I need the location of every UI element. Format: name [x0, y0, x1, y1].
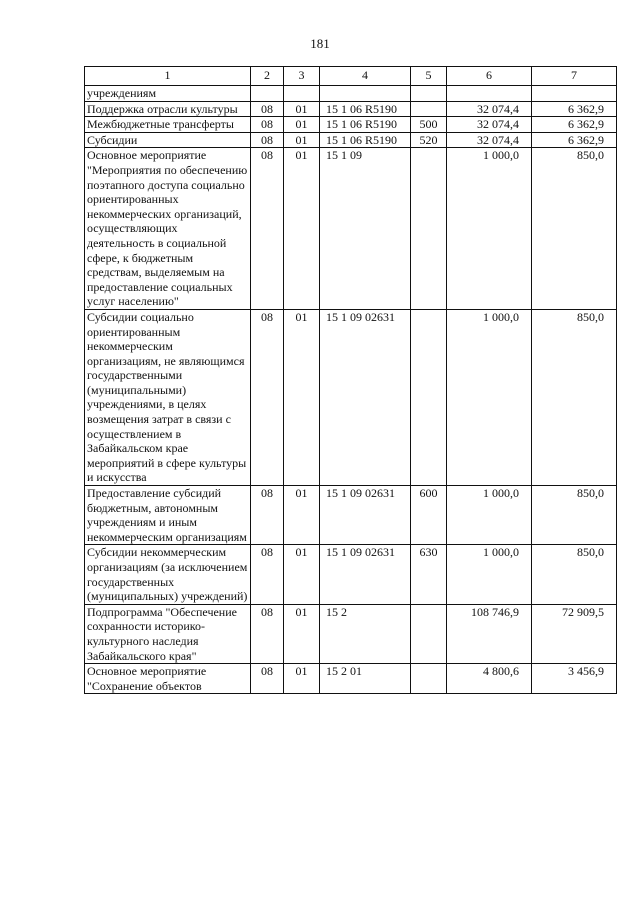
amount-col6-cell: 4 800,6 [447, 664, 532, 694]
expense-name-cell: Субсидии [85, 132, 251, 148]
amount-col7-cell: 850,0 [532, 545, 617, 604]
amount-col7-cell: 6 362,9 [532, 101, 617, 117]
expense-type-cell [411, 604, 447, 663]
expense-type-cell: 630 [411, 545, 447, 604]
column-header: 1 [85, 67, 251, 86]
subsection-code-cell: 01 [284, 664, 320, 694]
target-article-cell: 15 2 01 [320, 664, 411, 694]
amount-col6-cell: 32 074,4 [447, 117, 532, 133]
expense-type-cell: 500 [411, 117, 447, 133]
section-code-cell: 08 [251, 132, 284, 148]
amount-col6-cell [447, 86, 532, 102]
expense-name-cell: Субсидии некоммерческим организациям (за исключением государственных (муниципальных) учреждений) [85, 545, 251, 604]
column-header: 4 [320, 67, 411, 86]
target-article-cell: 15 2 [320, 604, 411, 663]
subsection-code-cell: 01 [284, 148, 320, 310]
section-code-cell: 08 [251, 309, 284, 485]
table-row [85, 545, 617, 604]
amount-col7-cell: 850,0 [532, 309, 617, 485]
table-row [85, 86, 617, 102]
amount-col7-cell: 6 362,9 [532, 132, 617, 148]
target-article-cell: 15 1 09 [320, 148, 411, 310]
target-article-cell: 15 1 06 R5190 [320, 101, 411, 117]
section-code-cell [251, 86, 284, 102]
amount-col6-cell: 108 746,9 [447, 604, 532, 663]
expense-name-cell: Подпрограмма "Обеспечение сохранности историко-культурного наследия Забайкальского края" [85, 604, 251, 663]
expense-name-cell: Межбюджетные трансферты [85, 117, 251, 133]
column-header: 6 [447, 67, 532, 86]
amount-col6-cell: 32 074,4 [447, 132, 532, 148]
amount-col6-cell: 1 000,0 [447, 148, 532, 310]
subsection-code-cell: 01 [284, 545, 320, 604]
section-code-cell: 08 [251, 604, 284, 663]
target-article-cell: 15 1 06 R5190 [320, 117, 411, 133]
expense-type-cell [411, 148, 447, 310]
amount-col7-cell: 850,0 [532, 148, 617, 310]
expense-name-cell: Поддержка отрасли культуры [85, 101, 251, 117]
table-row [85, 486, 617, 545]
expense-type-cell [411, 101, 447, 117]
section-code-cell: 08 [251, 486, 284, 545]
amount-col7-cell: 850,0 [532, 486, 617, 545]
column-header: 3 [284, 67, 320, 86]
amount-col6-cell: 32 074,4 [447, 101, 532, 117]
expense-name-cell: учреждениям [85, 86, 251, 102]
subsection-code-cell: 01 [284, 132, 320, 148]
target-article-cell: 15 1 09 02631 [320, 545, 411, 604]
expense-type-cell [411, 86, 447, 102]
table-row [85, 117, 617, 133]
column-header: 7 [532, 67, 617, 86]
expense-type-cell: 520 [411, 132, 447, 148]
expense-name-cell: Основное мероприятие "Сохранение объектов [85, 664, 251, 694]
section-code-cell: 08 [251, 664, 284, 694]
expense-name-cell: Субсидии социально ориентированным некоммерческим организациям, не являющимся государственными (муниципальными) учреждениями, в целях возмещения затрат в связи с осуществлением в Забайкальском крае мероприятий в сфере культуры и искусства [85, 309, 251, 485]
amount-col7-cell: 3 456,9 [532, 664, 617, 694]
table-row [85, 148, 617, 310]
table-row [85, 132, 617, 148]
column-header: 2 [251, 67, 284, 86]
amount-col7-cell: 6 362,9 [532, 117, 617, 133]
section-code-cell: 08 [251, 148, 284, 310]
table-row [85, 309, 617, 485]
amount-col7-cell [532, 86, 617, 102]
expense-name-cell: Предоставление субсидий бюджетным, автономным учреждениям и иным некоммерческим организациям [85, 486, 251, 545]
target-article-cell: 15 1 06 R5190 [320, 132, 411, 148]
budget-table [84, 66, 617, 694]
target-article-cell: 15 1 09 02631 [320, 309, 411, 485]
target-article-cell [320, 86, 411, 102]
subsection-code-cell [284, 86, 320, 102]
amount-col6-cell: 1 000,0 [447, 309, 532, 485]
subsection-code-cell: 01 [284, 117, 320, 133]
section-code-cell: 08 [251, 101, 284, 117]
subsection-code-cell: 01 [284, 309, 320, 485]
expense-type-cell: 600 [411, 486, 447, 545]
table-row [85, 101, 617, 117]
section-code-cell: 08 [251, 117, 284, 133]
expense-type-cell [411, 664, 447, 694]
column-header: 5 [411, 67, 447, 86]
amount-col6-cell: 1 000,0 [447, 545, 532, 604]
amount-col6-cell: 1 000,0 [447, 486, 532, 545]
table-row [85, 664, 617, 694]
table-row [85, 604, 617, 663]
amount-col7-cell: 72 909,5 [532, 604, 617, 663]
table-header-row [85, 67, 617, 86]
subsection-code-cell: 01 [284, 604, 320, 663]
expense-name-cell: Основное мероприятие "Мероприятия по обеспечению поэтапного доступа социально ориентированных некоммерческих организаций, осуществляющих деятельность в социальной сфере, к бюджетным средствам, выделяемым на предоставление социальных услуг населению" [85, 148, 251, 310]
expense-type-cell [411, 309, 447, 485]
page-number: 181 [310, 36, 330, 51]
section-code-cell: 08 [251, 545, 284, 604]
target-article-cell: 15 1 09 02631 [320, 486, 411, 545]
subsection-code-cell: 01 [284, 486, 320, 545]
subsection-code-cell: 01 [284, 101, 320, 117]
